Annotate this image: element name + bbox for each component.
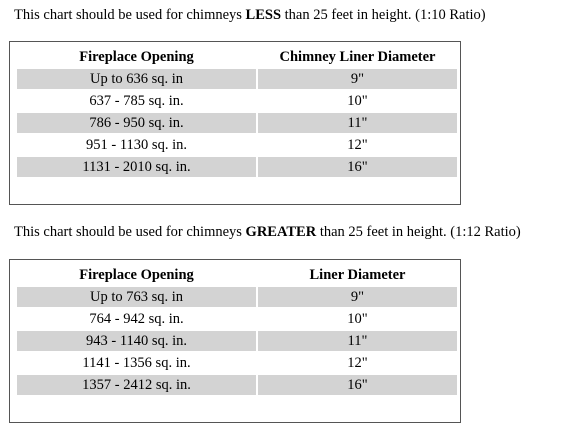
table-header-row	[17, 47, 457, 67]
liner-diameter-cell: 9"	[258, 287, 457, 307]
fireplace-opening-cell: 1131 - 2010 sq. in.	[17, 157, 256, 177]
table-row	[17, 309, 457, 329]
liner-diameter-cell: 12"	[347, 137, 368, 153]
fireplace-opening-cell: 1357 - 2412 sq. in.	[17, 375, 256, 395]
fireplace-opening-cell: Up to 636 sq. in	[17, 69, 256, 89]
fireplace-opening-cell: 764 - 942 sq. in.	[89, 311, 184, 327]
column-header-liner-diameter: Liner Diameter	[309, 267, 406, 283]
table-row	[17, 287, 457, 307]
fireplace-opening-cell: Up to 763 sq. in	[17, 287, 256, 307]
table-row	[17, 157, 457, 177]
intro-text-pre: This chart should be used for chimneys	[14, 7, 246, 23]
fireplace-opening-cell: 637 - 785 sq. in.	[89, 93, 184, 109]
liner-diameter-cell: 11"	[258, 113, 457, 133]
column-header-fireplace-opening: Fireplace Opening	[79, 267, 194, 283]
liner-diameter-cell: 12"	[347, 355, 368, 371]
fireplace-opening-cell: 951 - 1130 sq. in.	[86, 137, 187, 153]
table-row	[17, 353, 457, 373]
intro-text-less	[14, 6, 486, 24]
table-row	[17, 135, 457, 155]
intro-text-pre: This chart should be used for chimneys	[14, 224, 246, 240]
chart-box-less	[9, 41, 461, 205]
sizing-table-greater	[15, 263, 459, 397]
column-header-liner-diameter: Chimney Liner Diameter	[279, 49, 436, 65]
table-row	[17, 375, 457, 395]
table-header-row	[17, 265, 457, 285]
intro-text-greater	[14, 223, 521, 241]
liner-diameter-cell: 10"	[347, 93, 368, 109]
sizing-table-less	[15, 45, 459, 179]
table-row	[17, 331, 457, 351]
fireplace-opening-cell: 943 - 1140 sq. in.	[17, 331, 256, 351]
fireplace-opening-cell: 786 - 950 sq. in.	[17, 113, 256, 133]
intro-text-emphasis: GREATER	[245, 224, 317, 240]
table-row	[17, 91, 457, 111]
intro-text-emphasis: LESS	[245, 7, 282, 23]
intro-text-post: than 25 feet in height. (1:12 Ratio)	[316, 224, 521, 240]
liner-diameter-cell: 10"	[347, 311, 368, 327]
liner-diameter-cell: 16"	[258, 375, 457, 395]
table-row	[17, 69, 457, 89]
fireplace-opening-cell: 1141 - 1356 sq. in.	[82, 355, 191, 371]
liner-diameter-cell: 9"	[258, 69, 457, 89]
column-header-fireplace-opening: Fireplace Opening	[79, 49, 194, 65]
liner-diameter-cell: 16"	[258, 157, 457, 177]
liner-diameter-cell: 11"	[258, 331, 457, 351]
table-row	[17, 113, 457, 133]
chart-box-greater	[9, 259, 461, 423]
intro-text-post: than 25 feet in height. (1:10 Ratio)	[281, 7, 486, 23]
